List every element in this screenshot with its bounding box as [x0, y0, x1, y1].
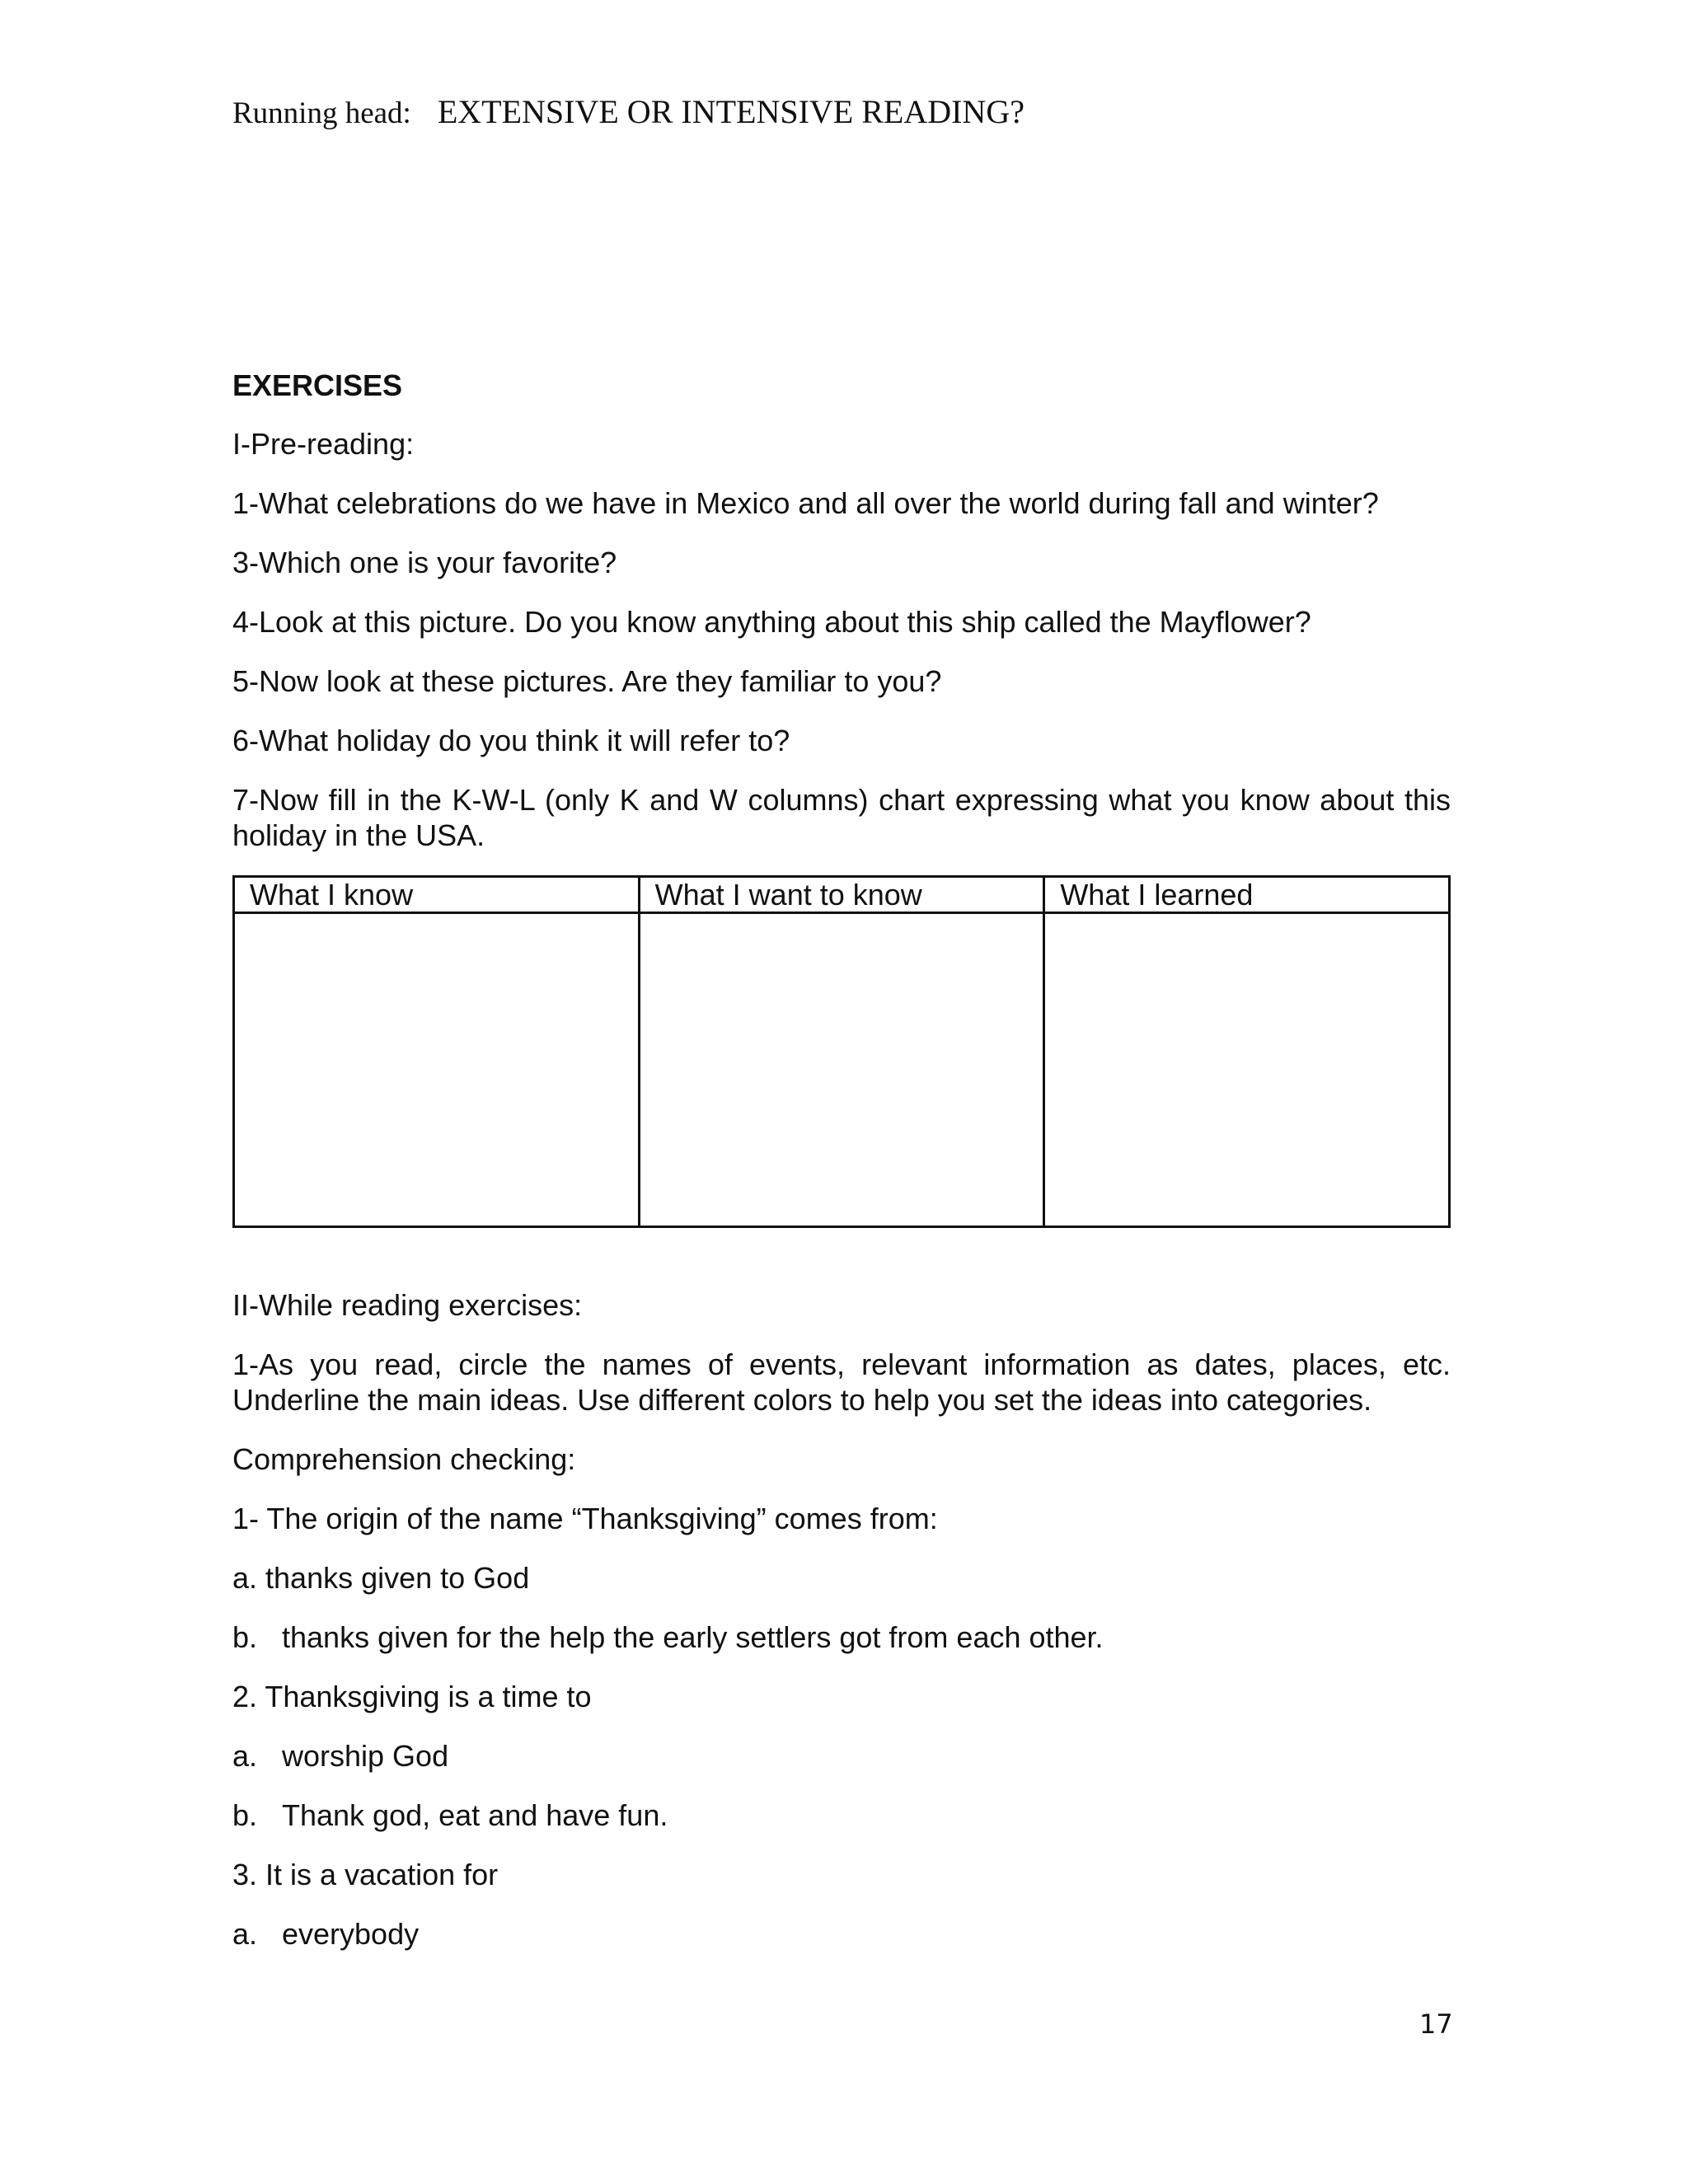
pre-reading-question: 4-Look at this picture. Do you know anything about this ship called the Mayflower? [232, 605, 1311, 639]
comprehension-heading: Comprehension checking: [232, 1442, 576, 1476]
kwl-header-row [234, 877, 1450, 913]
kwl-header-learned: What I learned [1044, 877, 1450, 913]
option-letter: a. [232, 1917, 258, 1951]
kwl-chart [232, 875, 1451, 1228]
option-text: everybody [282, 1917, 420, 1951]
kwl-cell-know[interactable] [234, 913, 640, 1227]
question-3: 3. It is a vacation for [232, 1858, 499, 1891]
option-1a: a. thanks given to God [232, 1561, 530, 1595]
pre-reading-question: 7-Now fill in the K-W-L (only K and W columns) chart expressing what you know about this holiday in the USA. [232, 783, 1451, 852]
while-reading-instruction: 1-As you read, circle the names of events, relevant information as dates, places, etc. Underline the main ideas. Use different colors to help you set the ideas into categories. [232, 1347, 1451, 1417]
kwl-header-know: What I know [234, 877, 640, 913]
option-2a [232, 1738, 1451, 1774]
kwl-body-row [234, 913, 1450, 1227]
kwl-cell-learned[interactable] [1044, 913, 1450, 1227]
pre-reading-question: 5-Now look at these pictures. Are they familiar to you? [232, 664, 942, 698]
running-head-label: Running head: [232, 96, 411, 130]
question-2: 2. Thanksgiving is a time to [232, 1680, 592, 1713]
option-text: worship God [282, 1739, 449, 1773]
pre-reading-question: 1-What celebrations do we have in Mexico and all over the world during fall and winter? [232, 486, 1379, 520]
option-2b [232, 1797, 1451, 1833]
running-head [232, 92, 1025, 131]
option-1b [232, 1619, 1451, 1655]
page-number: 17 [1419, 2008, 1453, 2040]
option-letter: a. [232, 1739, 258, 1773]
while-reading-heading: II-While reading exercises: [232, 1288, 583, 1322]
running-head-title: EXTENSIVE OR INTENSIVE READING? [437, 93, 1025, 130]
pre-reading-heading: I-Pre-reading: [232, 427, 415, 461]
pre-reading-question: 6-What holiday do you think it will refer to? [232, 724, 790, 757]
question-1: 1- The origin of the name “Thanksgiving” comes from: [232, 1502, 938, 1535]
option-letter: b. [232, 1620, 258, 1654]
pre-reading-question: 3-Which one is your favorite? [232, 546, 617, 579]
option-text: Thank god, eat and have fun. [282, 1798, 668, 1832]
kwl-cell-want[interactable] [639, 913, 1044, 1227]
page-content [232, 368, 1451, 1975]
option-text: thanks given for the help the early settlers got from each other. [282, 1620, 1104, 1654]
option-letter: b. [232, 1798, 258, 1832]
kwl-header-want: What I want to know [639, 877, 1044, 913]
section-title: EXERCISES [232, 368, 403, 402]
option-3a [232, 1916, 1451, 1952]
